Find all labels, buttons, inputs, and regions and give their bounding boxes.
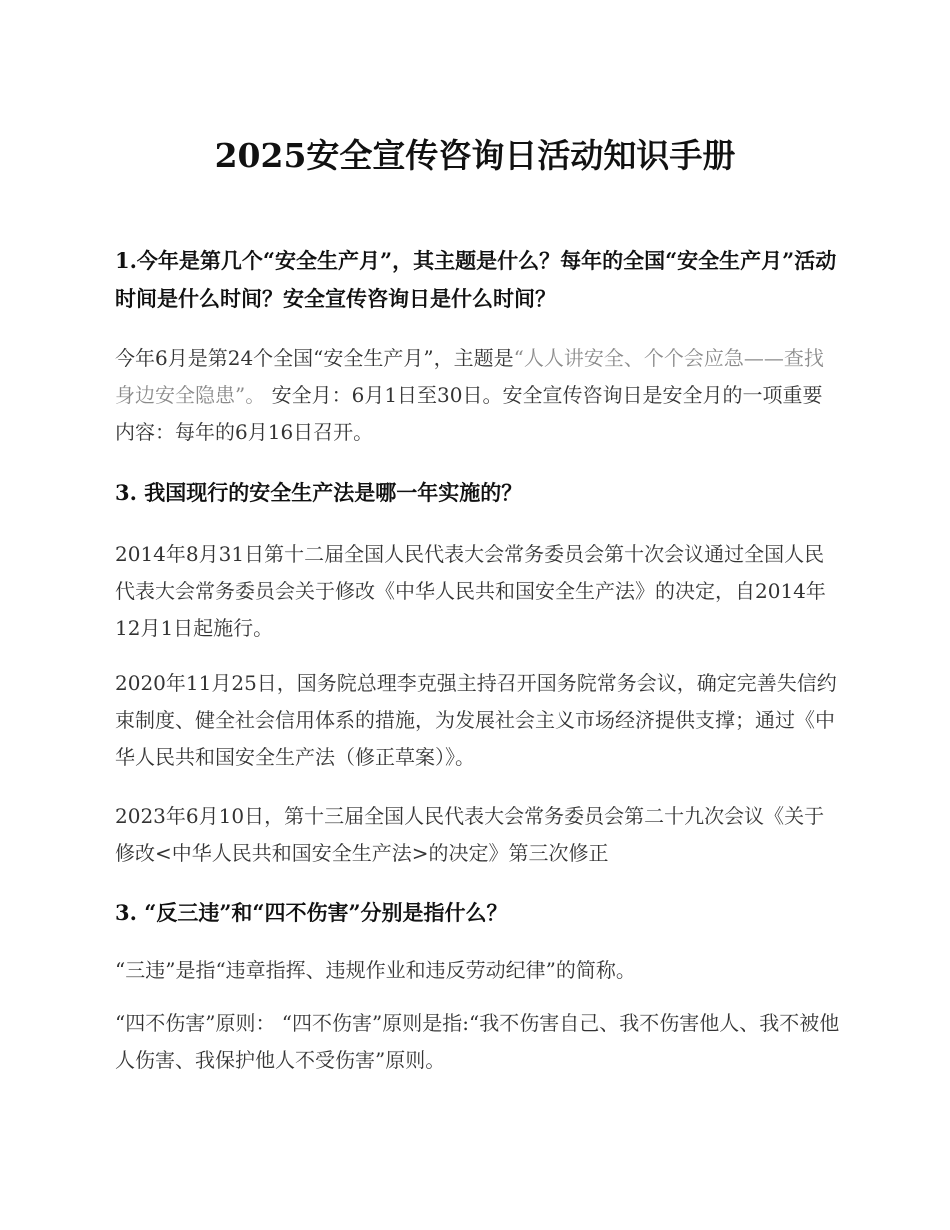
question-3: 3. “反三违”和“四不伤害”分别是指什么？ (115, 900, 508, 925)
page-title: 2025安全宣传咨询日活动知识手册 (214, 136, 736, 176)
answer-1 (115, 340, 840, 451)
answer-2-paragraph-3: 2023年6月10日，第十三届全国人民代表大会常务委员会第二十九次会议《关于修改<中华人民共和国安全生产法>的决定》第三次修正 (115, 804, 825, 865)
question-1: 1.今年是第几个“安全生产月”，其主题是什么？每年的全国“安全生产月”活动时间是什么时间？安全宣传咨询日是什么时间？ (115, 248, 837, 311)
question-2: 3. 我国现行的安全生产法是哪一年实施的？ (115, 480, 523, 505)
answer-1-part1: 今年6月是第24个全国“安全生产月”，主题是 (115, 346, 514, 370)
answer-3-paragraph-1: “三违”是指“违章指挥、违规作业和违反劳动纪律”的简称。 (115, 958, 636, 982)
answer-1-part3: 安全月：6月1日至30日。安全宣传咨询日是安全月的一项重要内容：每年的6月16日召开。 (115, 383, 823, 444)
answer-3-paragraph-2: “四不伤害”原则： “四不伤害”原则是指:“我不伤害自己、我不伤害他人、我不被他人伤害、我保护他人不受伤害”原则。 (115, 1011, 840, 1072)
answer-2-paragraph-1: 2014年8月31日第十二届全国人民代表大会常务委员会第十次会议通过全国人民代表大会常务委员会关于修改《中华人民共和国安全生产法》的决定，自2014年12月1日起施行。 (115, 542, 826, 640)
answer-1-theme: “人人讲安全、个个会应急——查找身边安全隐患”。 (115, 346, 824, 407)
answer-2-paragraph-2: 2020年11月25日，国务院总理李克强主持召开国务院常务会议，确定完善失信约束制度、健全社会信用体系的措施，为发展社会主义市场经济提供支撑；通过《中华人民共和国安全生产法（修正草案）》。 (115, 671, 837, 769)
